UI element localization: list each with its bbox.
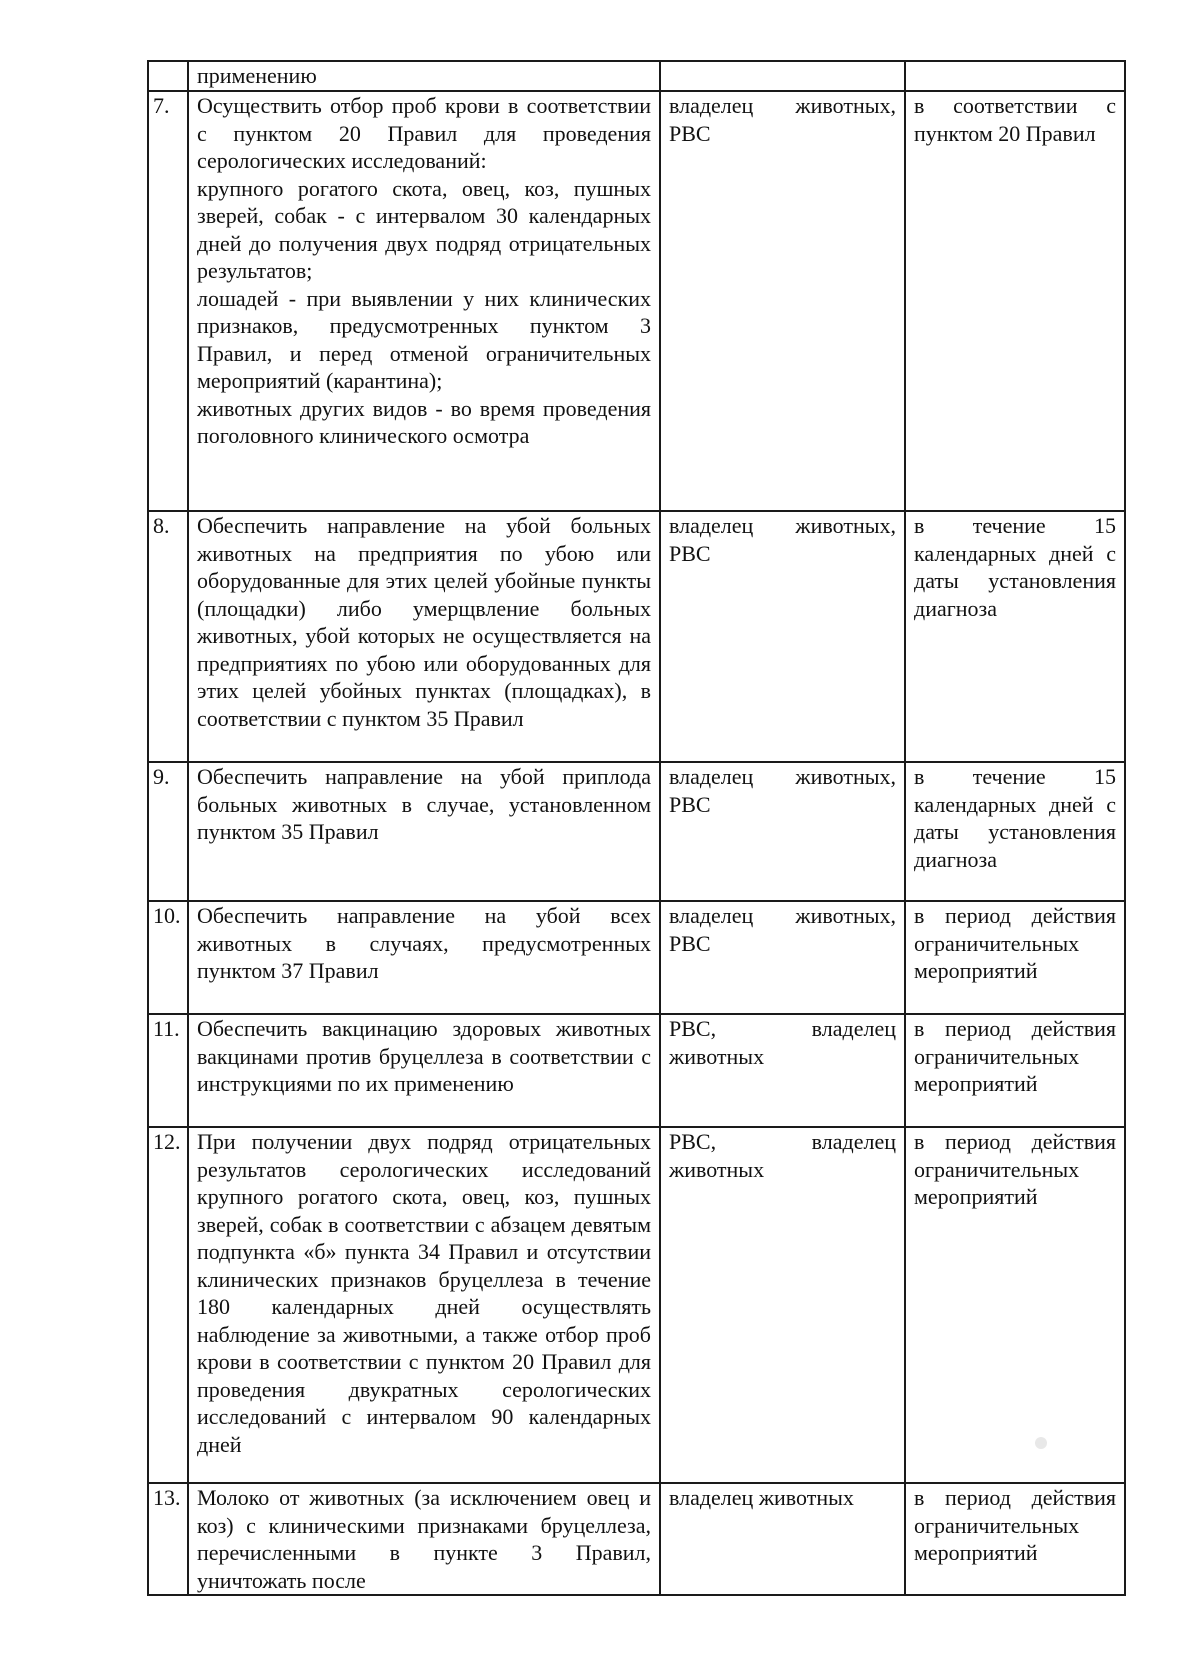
responsible-cell: владелец животных, РВС	[660, 901, 905, 1014]
table-row	[148, 511, 1125, 762]
row-number: 10.	[148, 901, 188, 1014]
measure-text: Обеспечить направление на убой приплода больных животных в случае, установленном пунктом 35 Правил	[188, 762, 660, 901]
table-row	[148, 91, 1125, 511]
table-row	[148, 1483, 1125, 1595]
row-number	[148, 61, 188, 91]
responsible-cell	[660, 61, 905, 91]
term-cell: в течение 15 календарных дней с даты установления диагноза	[905, 511, 1125, 762]
measure-text: Молоко от животных (за исключением овец и коз) с клиническими признаками бруцеллеза, перечисленными в пункте 3 Правил, уничтожать после	[188, 1483, 660, 1595]
responsible-cell: РВС, владелец животных	[660, 1127, 905, 1483]
measure-text: Обеспечить направление на убой всех животных в случаях, предусмотренных пунктом 37 Правил	[188, 901, 660, 1014]
term-cell	[905, 61, 1125, 91]
measure-text: Осуществить отбор проб крови в соответствии с пунктом 20 Правил для проведения серологических исследований: крупного рогатого скота, овец, коз, пушных зверей, собак - с интервалом 30 календарных дней до получения двух подряд отрицательных результатов; лошадей - при выявлении у них клинических признаков, предусмотренных пунктом 3 Правил, и перед отменой ограничительных мероприятий (карантина); животных других видов - во время проведения поголовного клинического осмотра	[188, 91, 660, 511]
row-number: 8.	[148, 511, 188, 762]
term-cell: в период действия ограничительных мероприятий	[905, 1483, 1125, 1595]
measure-text: При получении двух подряд отрицательных результатов серологических исследований крупного рогатого скота, овец, коз, пушных зверей, собак в соответствии с абзацем девятым подпункта «б» пункта 34 Правил и отсутствии клинических признаков бруцеллеза в течение 180 календарных дней осуществлять наблюдение за животными, а также отбор проб крови в соответствии с пунктом 20 Правил для проведения двукратных серологических исследований с интервалом 90 календарных дней	[188, 1127, 660, 1483]
responsible-cell: владелец животных, РВС	[660, 762, 905, 901]
row-number: 11.	[148, 1014, 188, 1127]
measures-table	[147, 60, 1126, 1596]
term-cell: в период действия ограничительных мероприятий	[905, 1127, 1125, 1483]
scan-speck	[1035, 1437, 1047, 1449]
measure-text: Обеспечить вакцинацию здоровых животных вакцинами против бруцеллеза в соответствии с инструкциями по их применению	[188, 1014, 660, 1127]
term-cell: в течение 15 календарных дней с даты установления диагноза	[905, 762, 1125, 901]
table-row	[148, 61, 1125, 91]
row-number: 12.	[148, 1127, 188, 1483]
responsible-cell: владелец животных	[660, 1483, 905, 1595]
measure-text: Обеспечить направление на убой больных животных на предприятия по убою или оборудованные для этих целей убойные пункты (площадки) либо умерщвление больных животных, убой которых не осуществляется на предприятиях по убою или оборудованных для этих целей убойных пунктах (площадках), в соответствии с пунктом 35 Правил	[188, 511, 660, 762]
table-row	[148, 1014, 1125, 1127]
row-number: 13.	[148, 1483, 188, 1595]
row-number: 7.	[148, 91, 188, 511]
term-cell: в соответствии с пунктом 20 Правил	[905, 91, 1125, 511]
table-row	[148, 901, 1125, 1014]
responsible-cell: владелец животных, РВС	[660, 91, 905, 511]
term-cell: в период действия ограничительных мероприятий	[905, 901, 1125, 1014]
term-cell: в период действия ограничительных мероприятий	[905, 1014, 1125, 1127]
responsible-cell: РВС, владелец животных	[660, 1014, 905, 1127]
responsible-cell: владелец животных, РВС	[660, 511, 905, 762]
table-row	[148, 1127, 1125, 1483]
table-row	[148, 762, 1125, 901]
row-number: 9.	[148, 762, 188, 901]
measure-text: применению	[188, 61, 660, 91]
